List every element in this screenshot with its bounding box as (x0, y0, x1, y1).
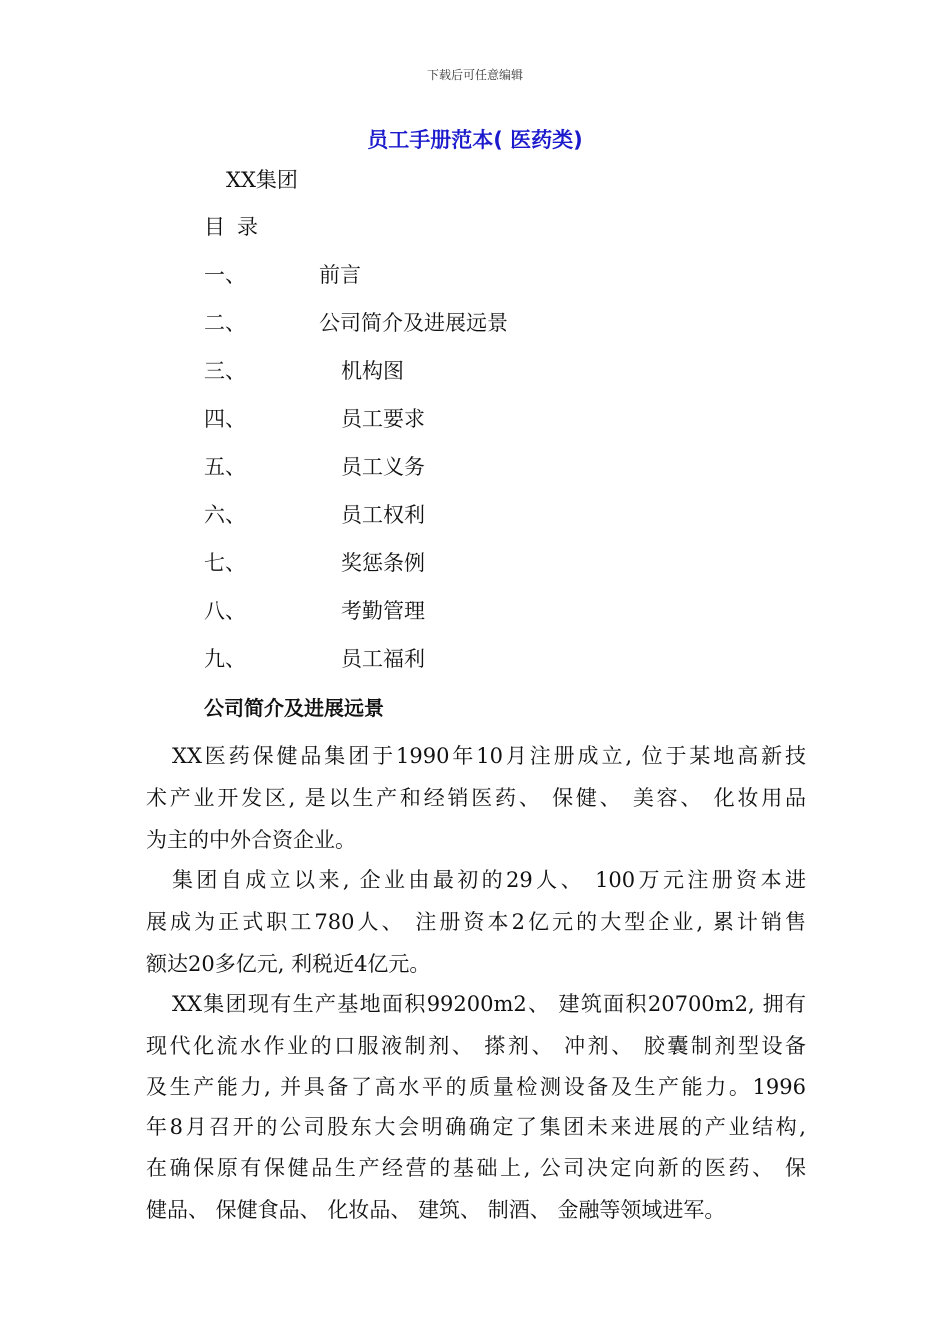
toc-item-number: 四、 (204, 407, 246, 431)
toc-item-label: 员工要求 (341, 407, 425, 431)
toc-item-label: 员工权利 (341, 503, 425, 527)
paragraph-line: 额达20多亿元, 利税近4亿元。 (146, 952, 431, 976)
toc-item-label: 公司简介及进展远景 (319, 311, 508, 335)
toc-item-number: 八、 (204, 599, 246, 623)
toc-item-number: 一、 (204, 263, 246, 287)
paragraph-line: 展成为正式职工780人、 注册资本2亿元的大型企业, 累计销售 (146, 910, 806, 934)
toc-item-number: 六、 (204, 503, 246, 527)
paragraph-line: 及生产能力, 并具备了高水平的质量检测设备及生产能力。1996 (146, 1075, 806, 1099)
toc-item-label: 奖惩条例 (341, 551, 425, 575)
toc-item-label: 员工福利 (341, 647, 425, 671)
company-name: XX集团 (226, 168, 298, 192)
paragraph-line: 集团自成立以来, 企业由最初的29人、 100万元注册资本进 (172, 868, 806, 892)
section-heading: 公司简介及进展远景 (204, 696, 384, 720)
document-title: 员工手册范本( 医药类) (367, 128, 583, 152)
header-note: 下载后可任意编辑 (426, 68, 523, 82)
toc-heading: 目录 (204, 215, 270, 239)
toc-item-label: 考勤管理 (341, 599, 425, 623)
toc-item-number: 三、 (204, 359, 246, 383)
paragraph-line: 为主的中外合资企业。 (146, 828, 356, 852)
toc-item-label: 员工义务 (341, 455, 425, 479)
paragraph-line: XX集团现有生产基地面积99200m2、 建筑面积20700m2, 拥有 (172, 992, 806, 1016)
paragraph-line: 健品、 保健食品、 化妆品、 建筑、 制酒、 金融等领域进军。 (146, 1198, 726, 1222)
paragraph-line: 在确保原有保健品生产经营的基础上, 公司决定向新的医药、 保 (146, 1156, 806, 1180)
paragraph-line: 术产业开发区, 是以生产和经销医药、 保健、 美容、 化妆用品 (146, 786, 806, 810)
toc-item-number: 九、 (204, 647, 246, 671)
paragraph-line: XX医药保健品集团于1990年10月注册成立, 位于某地高新技 (172, 744, 806, 768)
toc-item-label: 前言 (319, 263, 361, 287)
toc-item-number: 二、 (204, 311, 246, 335)
toc-item-number: 七、 (204, 551, 246, 575)
paragraph-line: 年8月召开的公司股东大会明确确定了集团未来进展的产业结构, (146, 1115, 806, 1139)
toc-item-number: 五、 (204, 455, 246, 479)
toc-item-label: 机构图 (341, 359, 404, 383)
paragraph-line: 现代化流水作业的口服液制剂、 搽剂、 冲剂、 胶囊制剂型设备 (146, 1034, 806, 1058)
